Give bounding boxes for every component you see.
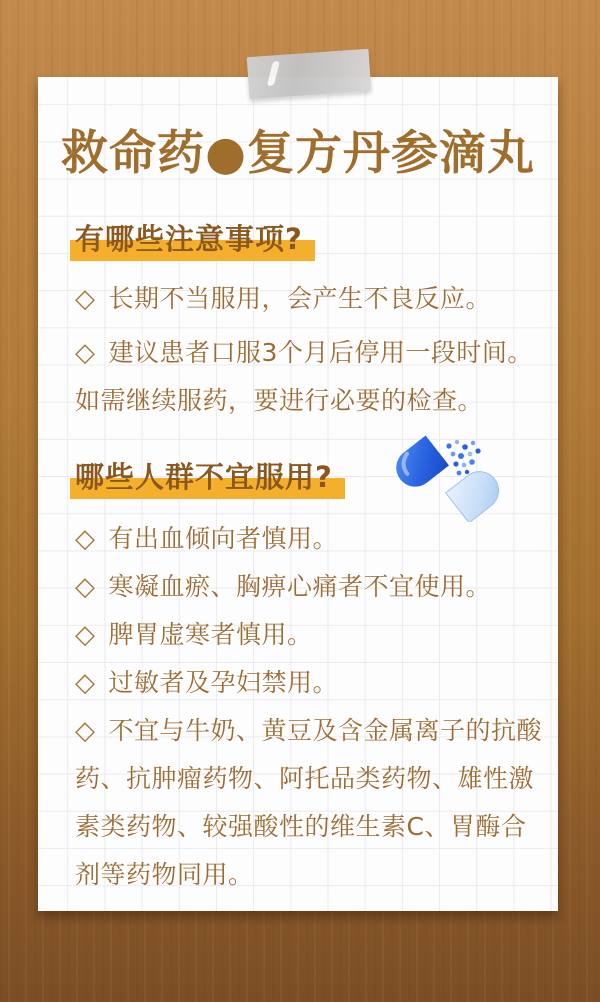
list-item-text: 建议患者口服3个月后停用一段时间。如需继续服药，要进行必要的检查。: [75, 338, 533, 415]
list-item-text: 寒凝血瘀、胸痹心痛者不宜使用。: [108, 572, 492, 601]
diamond-bullet-icon: ◇: [75, 338, 96, 368]
list-item-text: 长期不当服用，会产生不良反应。: [108, 284, 492, 313]
list-item-text: 脾胃虚寒者慎用。: [108, 620, 313, 649]
diamond-bullet-icon: ◇: [75, 620, 96, 650]
list-item: [38, 563, 558, 611]
list-item-text: 有出血倾向者慎用。: [108, 524, 339, 553]
diamond-bullet-icon: ◇: [75, 524, 96, 554]
list-item: [38, 275, 558, 323]
list-item: [38, 329, 558, 425]
tape-shine: [267, 61, 280, 86]
list-item: [38, 515, 558, 563]
list-item-text: 过敏者及孕妇禁用。: [108, 668, 339, 697]
section1-heading: [75, 219, 303, 259]
poster-title: 救命药●复方丹参滴丸: [60, 126, 535, 181]
section1-heading-text: 有哪些注意事项?: [75, 222, 303, 256]
section2-heading-text: 哪些人群不宜服用?: [75, 460, 333, 494]
section2-heading: [75, 457, 333, 497]
diamond-bullet-icon: ◇: [75, 284, 96, 314]
open-capsule-pill-icon: [393, 434, 503, 522]
diamond-bullet-icon: ◇: [75, 716, 96, 746]
diamond-bullet-icon: ◇: [75, 572, 96, 602]
pill-particles: [446, 440, 480, 476]
list-item-text: 不宜与牛奶、黄豆及含金属离子的抗酸药、抗肿瘤药物、阿托品类药物、雄性激素类药物、较强酸性的维生素C、胃酶合剂等药物同用。: [75, 716, 543, 889]
list-item: [38, 707, 558, 899]
list-item: [38, 611, 558, 659]
list-item: [38, 659, 558, 707]
tape-strip: [247, 49, 372, 99]
paper-note: [38, 77, 558, 911]
diamond-bullet-icon: ◇: [75, 668, 96, 698]
